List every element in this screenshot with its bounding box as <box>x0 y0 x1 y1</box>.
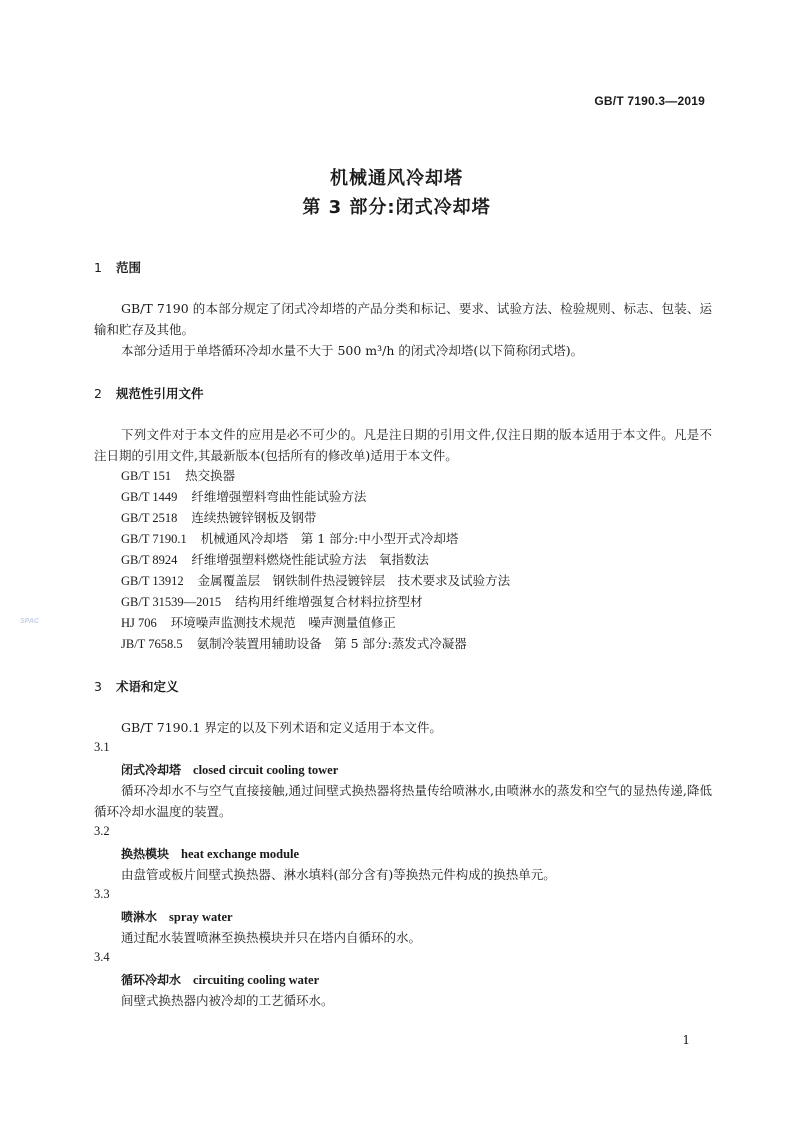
reference-name: 金属覆盖层 钢铁制件热浸镀锌层 技术要求及试验方法 <box>197 573 511 588</box>
term-number: 3.2 <box>94 824 110 838</box>
term-zh: 闭式冷却塔 <box>121 763 182 777</box>
document-subtitle: 第 3 部分:闭式冷却塔 <box>302 197 491 218</box>
section-title: 规范性引用文件 <box>116 386 204 401</box>
reference-name: 结构用纤维增强复合材料拉挤型材 <box>235 594 423 609</box>
reference-name: 热交换器 <box>185 468 236 483</box>
reference-code: GB/T 7190.1 <box>121 532 187 546</box>
reference-item <box>121 466 235 484</box>
reference-item <box>121 592 423 610</box>
reference-item <box>121 550 429 568</box>
reference-code: GB/T 151 <box>121 469 172 483</box>
reference-code: GB/T 8924 <box>121 553 178 567</box>
section-3-intro: GB/T 7190.1 界定的以及下列术语和定义适用于本文件。 <box>121 720 442 735</box>
term-en: spray water <box>169 910 233 924</box>
reference-code: HJ 706 <box>121 616 157 630</box>
term-heading <box>121 761 338 778</box>
document-title: 机械通风冷却塔 <box>330 168 463 189</box>
reference-name: 氨制冷装置用辅助设备 第 5 部分:蒸发式冷凝器 <box>196 636 467 651</box>
term-en: closed circuit cooling tower <box>193 763 339 777</box>
term-number: 3.3 <box>94 887 110 901</box>
page-number: 1 <box>682 1033 690 1047</box>
reference-code: GB/T 31539—2015 <box>121 595 222 609</box>
term-definition: 循环冷却水不与空气直接接触,通过间壁式换热器将热量传给喷淋水,由喷淋水的蒸发和空气的显热传递,降低循环冷却水温度的装置。 <box>94 783 712 819</box>
reference-name: 连续热镀锌钢板及钢带 <box>191 510 317 525</box>
standard-code: GB/T 7190.3—2019 <box>594 94 705 108</box>
term-heading <box>121 971 319 988</box>
term-heading <box>121 908 233 925</box>
term-heading <box>121 845 299 862</box>
term-number: 3.1 <box>94 740 110 754</box>
section-title: 术语和定义 <box>116 679 179 694</box>
reference-item <box>121 529 458 547</box>
reference-name: 机械通风冷却塔 第 1 部分:中小型开式冷却塔 <box>200 531 459 546</box>
section-2-intro: 下列文件对于本文件的应用是必不可少的。凡是注日期的引用文件,仅注日期的版本适用于本文件。凡是不注日期的引用文件,其最新版本(包括所有的修改单)适用于本文件。 <box>94 427 712 463</box>
term-en: circuiting cooling water <box>193 973 320 987</box>
reference-code: GB/T 13912 <box>121 574 184 588</box>
section-2-heading <box>94 384 204 402</box>
term-definition: 通过配水装置喷淋至换热模块并只在塔内自循环的水。 <box>121 930 422 945</box>
reference-code: GB/T 1449 <box>121 490 178 504</box>
section-number: 3 <box>94 679 102 694</box>
term-definition: 由盘管或板片间壁式换热器、淋水填料(部分含有)等换热元件构成的换热单元。 <box>121 867 556 882</box>
term-number: 3.4 <box>94 950 110 964</box>
term-zh: 喷淋水 <box>121 910 158 924</box>
section-number: 2 <box>94 386 102 401</box>
reference-code: GB/T 2518 <box>121 511 178 525</box>
reference-item <box>121 487 366 505</box>
term-zh: 循环冷却水 <box>121 973 182 987</box>
watermark-logo: SPAC <box>20 618 39 625</box>
section-1-heading <box>94 258 141 276</box>
reference-name: 纤维增强塑料燃烧性能试验方法 氧指数法 <box>191 552 429 567</box>
reference-code: JB/T 7658.5 <box>121 637 183 651</box>
term-en: heat exchange module <box>181 847 300 861</box>
section-1-paragraph-2: 本部分适用于单塔循环冷却水量不大于 500 m³/h 的闭式冷却塔(以下简称闭式塔)。 <box>121 343 584 358</box>
reference-item <box>121 571 510 589</box>
term-zh: 换热模块 <box>121 847 170 861</box>
term-definition: 间壁式换热器内被冷却的工艺循环水。 <box>121 993 334 1008</box>
section-1-paragraph-1: GB/T 7190 的本部分规定了闭式冷却塔的产品分类和标记、要求、试验方法、检验规则、标志、包装、运输和贮存及其他。 <box>94 301 712 337</box>
reference-name: 纤维增强塑料弯曲性能试验方法 <box>191 489 367 504</box>
reference-name: 环境噪声监测技术规范 噪声测量值修正 <box>170 615 396 630</box>
section-title: 范围 <box>116 260 142 275</box>
reference-item <box>121 613 396 631</box>
reference-item <box>121 508 316 526</box>
section-3-heading <box>94 677 179 695</box>
reference-item <box>121 634 467 652</box>
section-number: 1 <box>94 260 102 275</box>
